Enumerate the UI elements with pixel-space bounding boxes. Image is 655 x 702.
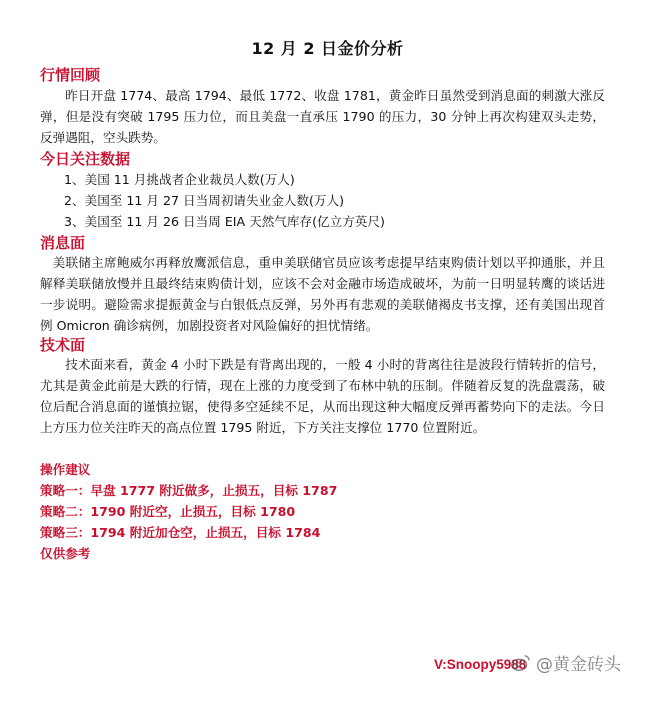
technical-heading: 技术面 [40, 336, 86, 354]
strategy-line: 策略三：1794 附近加仓空，止损五，目标 1784 [40, 525, 321, 540]
review-heading: 行情回顾 [40, 66, 101, 84]
advice-heading: 操作建议 [40, 462, 91, 477]
watermark [510, 650, 621, 675]
focus-item: 2、美国至 11 月 27 日当周初请失业金人数(万人) [64, 193, 344, 208]
strategy-line: 策略二：1790 附近空，止损五，目标 1780 [40, 504, 296, 519]
strategy-line: 策略一：早盘 1777 附近做多，止损五，目标 1787 [40, 483, 338, 498]
technical-text: 技术面来看，黄金 4 小时下跌是有背离出现的，一般 4 小时的背离往往是波段行情转折的信号，尤其是黄金此前是大跌的行情，现在上涨的力度受到了布林中轨的压制。伴随着反复的洗盘震荡，破位后配合消息面的谨慎拉锯，使得多空延续不足，从而出现这种大幅度反弹再蓄势向下的走法。今日上方压力位关注昨天的高点位置 1795 附近，下方关注支撑位 1770 位置附近。 [40, 357, 605, 435]
disclaimer: 仅供参考 [40, 546, 91, 561]
weibo-logo-icon [510, 652, 532, 674]
focus-heading: 今日关注数据 [40, 150, 131, 168]
focus-item: 1、美国 11 月挑战者企业裁员人数(万人) [64, 172, 295, 187]
news-heading: 消息面 [40, 234, 86, 252]
news-text: 美联储主席鲍威尔再释放鹰派信息，重申美联储官员应该考虑提早结束购债计划以平抑通胀，并且解释美联储放慢并且最终结束购债计划，应该不会对金融市场造成破坏，为前一日明显转鹰的谈话进一步说明。避险需求提振黄金与白银低点反弹，另外再有悲观的美联储褐皮书支撑，还有美国出现首例 Omicron 确诊病例，加剧投资者对风险偏好的担忧情绪。 [40, 255, 605, 333]
doc-title: 12 月 2 日金价分析 [251, 39, 404, 58]
watermark-text: @黄金砖头 [536, 655, 621, 675]
focus-item: 3、美国至 11 月 26 日当周 EIA 天然气库存(亿立方英尺) [64, 214, 385, 229]
contact-text: V:Snoopy5988 [434, 657, 527, 672]
review-text: 昨日开盘 1774、最高 1794、最低 1772、收盘 1781，黄金昨日虽然受到消息面的刺激大涨反弹，但是没有突破 1795 压力位，而且美盘一直承压 1790 的压力，30 分钟上再次构建双头走势，反弹遇阻，空头跌势。 [40, 88, 605, 145]
